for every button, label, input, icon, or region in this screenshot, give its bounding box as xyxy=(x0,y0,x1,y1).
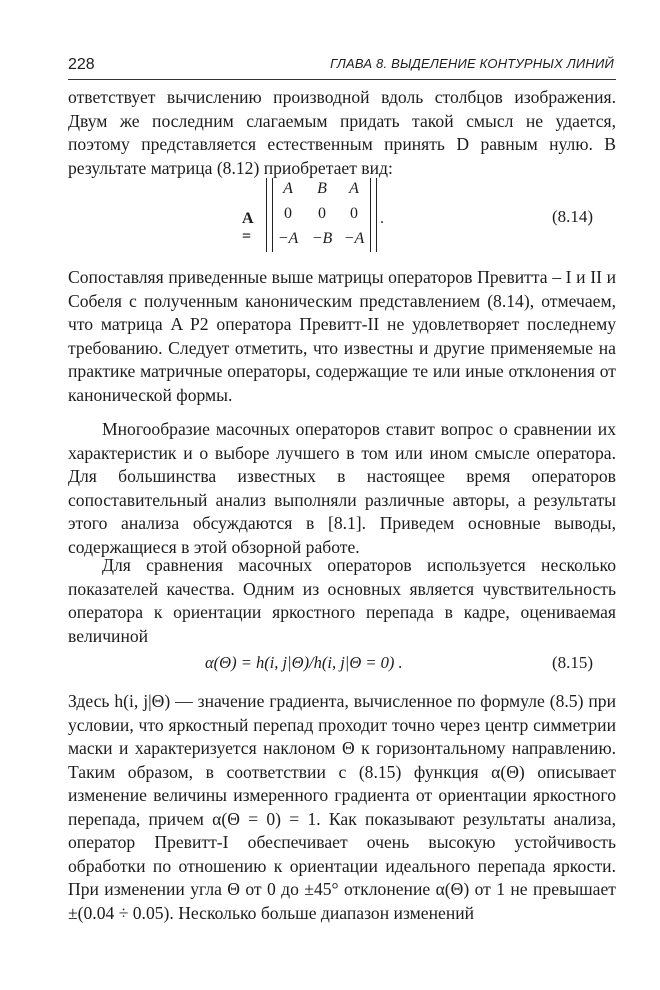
paragraph-5-text: Здесь h(i, j|Θ) — значение градиента, вычисленное по формуле (8.5) при условии, что яркостный перепад проходит точно через центр симметрии маски и характеризуется наклоном Θ к горизонтальному направлению. Таким образом, в соответствии с (8.15) функция α(Θ) описывает изменение величины измеренного градиента от ориентации яркостного перепада, причем α(Θ = 0) = 1. Как показывают результаты анализа, оператор Превитт-I обеспечивает очень высокую устойчивость обработки по отношению к ориентации идеального перепада яркости. При изменении угла Θ от 0 до ±45° отклонение α(Θ) от 1 не превышает ±(0.04 ÷ 0.05). Несколько больше диапазон изменений xyxy=(68,691,616,923)
paragraph-4-text: Для сравнения масочных операторов используется несколько показателей качества. Одним из основных является чувствительность оператора к ориентации яркостного перепада в кадре, оцениваемая величиной xyxy=(68,555,616,646)
equation-number-8-15: (8.15) xyxy=(552,653,594,672)
equation-8-15: α(Θ) = h(i, j|Θ)/h(i, j|Θ = 0) . xyxy=(205,653,403,672)
paragraph-5 xyxy=(68,690,616,925)
matrix-period: . xyxy=(380,210,384,227)
matrix-cell: A xyxy=(349,180,359,197)
matrix-cell: A xyxy=(283,180,293,197)
paragraph-1 xyxy=(68,86,616,180)
paragraph-1-text: ответствует вычислению производной вдоль столбцов изображения. Двум же последним слагаемым придать такой смысл не удается, поэтому представляется естественным принять D равным нулю. В результате матрица (8.12) приобретает вид: xyxy=(68,87,616,178)
matrix-cell: B xyxy=(317,180,327,197)
page-number: 228 xyxy=(68,56,95,73)
paragraph-4 xyxy=(68,554,616,648)
equation-number-8-14: (8.14) xyxy=(552,207,594,226)
paragraph-3-text: Многообразие масочных операторов ставит вопрос о сравнении их характеристик и о выборе лучшего в том или ином смысле оператора. Для большинства известных в настоящее время операторов сопоставительный анализ выполняли различные авторы, а результаты этого анализа обсуждаются в [8.1]. Приведем основные выводы, содержащиеся в этой обзорной работе. xyxy=(68,419,616,557)
paragraph-2 xyxy=(68,266,616,407)
matrix-label: A = xyxy=(242,210,253,245)
matrix-right-bar xyxy=(370,178,377,252)
matrix-cell: 0 xyxy=(284,205,292,222)
paragraph-3 xyxy=(68,418,616,559)
running-title: ГЛАВА 8. ВЫДЕЛЕНИЕ КОНТУРНЫХ ЛИНИЙ xyxy=(330,56,614,71)
matrix-cell: 0 xyxy=(350,205,358,222)
matrix-cell: −A xyxy=(343,230,365,247)
matrix-cell: 0 xyxy=(318,205,326,222)
matrix-grid xyxy=(274,178,374,252)
paragraph-2-text: Сопоставляя приведенные выше матрицы операторов Превитта – I и II и Собеля с полученным каноническим представлением (8.14), отмечаем, что матрица A P2 оператора Превитт-II не удовлетворяет последнему требованию. Следует отметить, что известны и другие применяемые на практике матричные операторы, содержащие те или иные отклонения от канонической формы. xyxy=(68,267,616,405)
header-rule xyxy=(68,79,616,80)
matrix-cell: −B xyxy=(311,230,333,247)
matrix-left-bar xyxy=(266,178,273,252)
matrix-cell: −A xyxy=(277,230,299,247)
